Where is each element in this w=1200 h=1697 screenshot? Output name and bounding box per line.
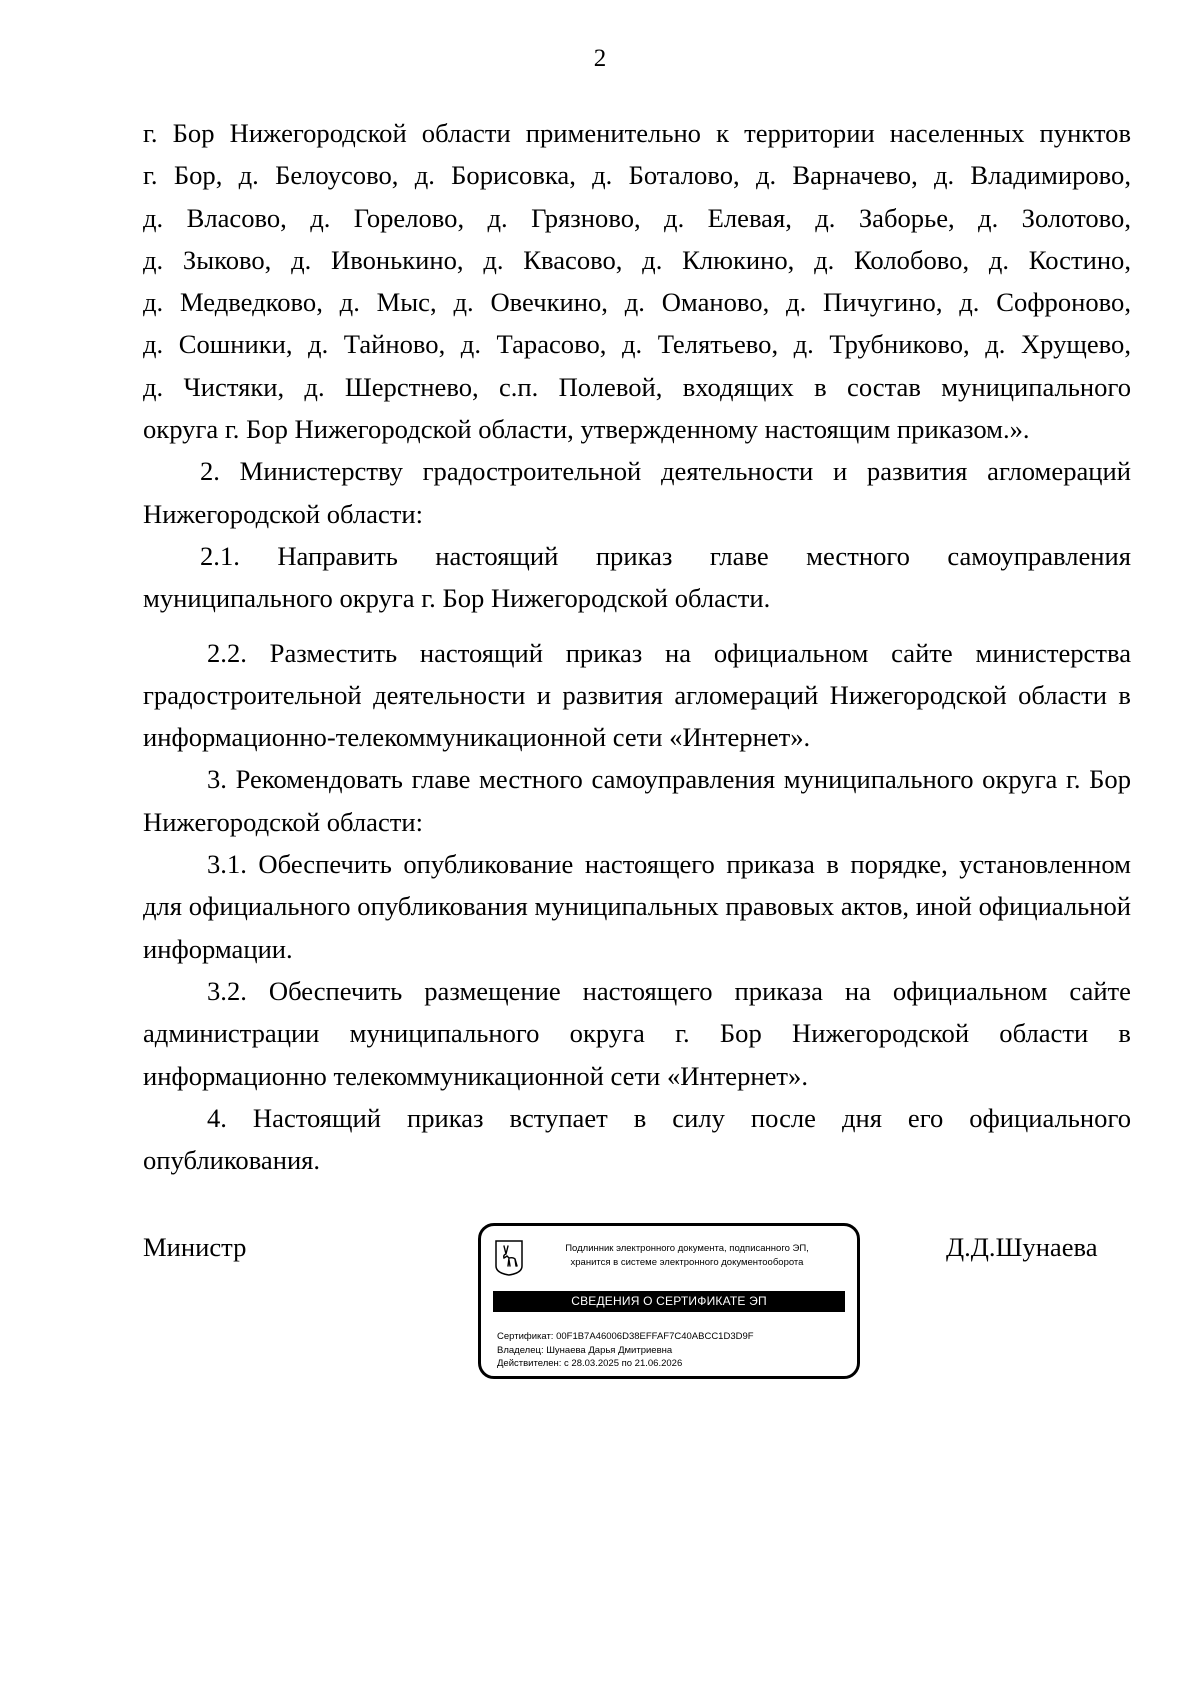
certificate-validity: Действителен: с 28.03.2025 по 21.06.2026 [497,1358,683,1369]
paragraph-2-2: 2.2. Разместить настоящий приказ на официальном сайте министерства градостроительной деятельности и развития агломераций Нижегородской области в информационно-телекоммуникационной сети «Интернет». [143,637,1131,753]
paragraph-3: 3. Рекомендовать главе местного самоуправления муниципального округа г. Бор Нижегородской области: [143,764,1131,837]
page-number: 2 [593,45,607,72]
certificate-details [497,1330,754,1371]
text-line: д. Власово, д. Горелово, д. Грязново, д. Елевая, д. Заборье, д. Золотово, [143,202,1131,233]
paragraph-3-1: 3.1. Обеспечить опубликование настоящего приказа в порядке, установленном для официального опубликования муниципальных правовых актов, иной официальной информации. [143,849,1131,964]
paragraph-4: 4. Настоящий приказ вступает в силу после дня его официального опубликования. [143,1102,1131,1176]
text-line: д. Чистяки, д. Шерстнево, с.п. Полевой, входящих в состав муниципального [143,371,1131,402]
signer-position: Министр [143,1232,247,1262]
text-line-last: округа г. Бор Нижегородской области, утвержденному настоящим приказом.». [143,414,1030,445]
signer-name: Д.Д.Шунаева [946,1232,1098,1262]
text-line: г. Бор Нижегородской области применительно к территории населенных пунктов [143,118,1131,148]
document-body [143,112,1131,1181]
text-line: д. Сошники, д. Тайново, д. Тарасово, д. Телятьево, д. Трубниково, д. Хрущево, [143,329,1131,360]
electronic-signature-stamp [478,1223,860,1379]
deer-emblem-icon [495,1240,523,1276]
certificate-owner: Владелец: Шунаева Дарья Дмитриевна [497,1344,673,1356]
paragraph-2: 2. Министерству градостроительной деятельности и развития агломераций Нижегородской области: [143,456,1131,529]
stamp-title-bar: СВЕДЕНИЯ О СЕРТИФИКАТЕ ЭП [493,1291,845,1312]
text-line: д. Зыково, д. Ивонькино, д. Квасово, д. Клюкино, д. Колобово, д. Костино, [143,244,1131,275]
certificate-number: Сертификат: 00F1B7A46006D38EFFAF7C40ABCC1D3D9F [497,1331,754,1342]
stamp-heading-line: Подлинник электронного документа, подписанного ЭП, [565,1243,809,1254]
paragraph-1-continuation [143,112,1131,450]
paragraph-3-2: 3.2. Обеспечить размещение настоящего приказа на официальном сайте администрации муниципального округа г. Бор Нижегородской области в информационно телекоммуникационной сети «Интернет». [143,975,1131,1091]
stamp-heading-line: хранится в системе электронного документооборота [570,1257,804,1268]
stamp-heading [537,1242,837,1270]
text-line: г. Бор, д. Белоусово, д. Борисовка, д. Боталово, д. Варначево, д. Владимирово, [143,160,1131,191]
text-line: д. Медведково, д. Мыс, д. Овечкино, д. Оманово, д. Пичугино, д. Софроново, [143,287,1131,318]
paragraph-2-1: 2.1. Направить настоящий приказ главе местного самоуправления муниципального округа г. Бор Нижегородской области. [143,540,1131,614]
